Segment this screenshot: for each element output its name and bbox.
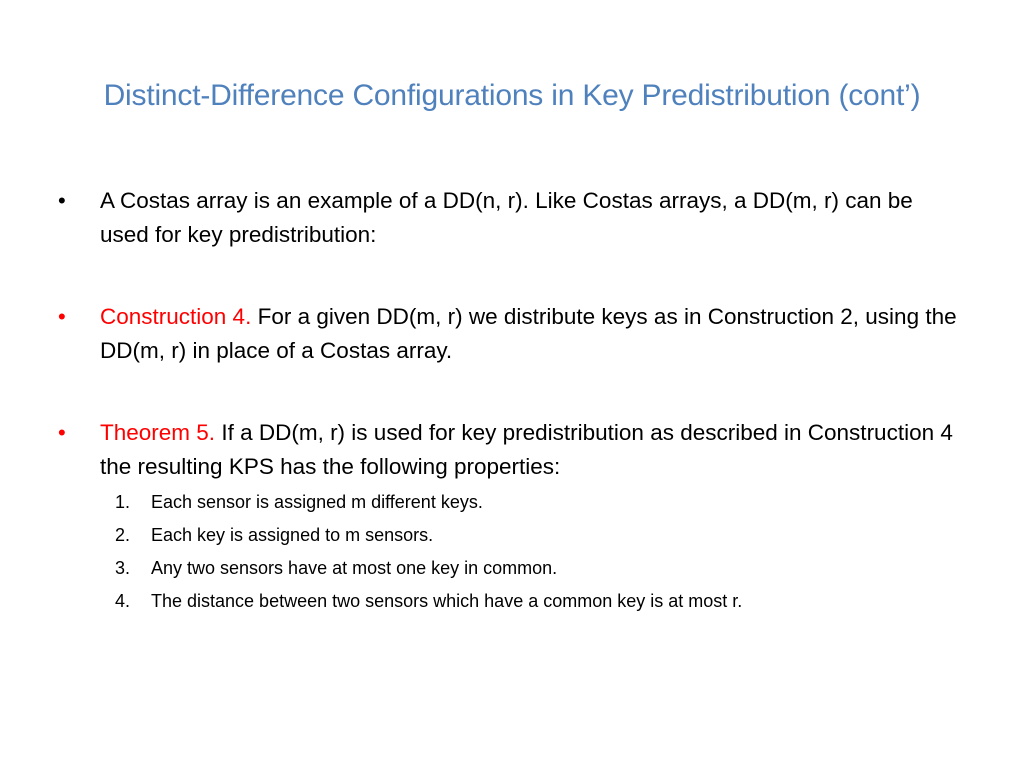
property-number: 2. [115, 525, 131, 545]
property-item [100, 486, 958, 519]
property-text: Each sensor is assigned m different keys. [151, 492, 483, 512]
property-item [100, 519, 958, 552]
properties-list [100, 486, 958, 618]
bullet-item-construction-4 [58, 300, 958, 368]
construction-label: Construction 4. [100, 304, 252, 329]
property-text: Any two sensors have at most one key in common. [151, 558, 558, 578]
property-number: 1. [115, 492, 131, 512]
bullet-text: If a DD(m, r) is used for key predistribution as described in Construction 4 the resulting KPS has the following properties: [100, 420, 953, 479]
property-item [100, 552, 958, 585]
theorem-label: Theorem 5. [100, 420, 216, 445]
property-number: 3. [115, 558, 131, 578]
bullet-text: A Costas array is an example of a DD(n, r). Like Costas arrays, a DD(m, r) can be used for key predistribution: [100, 188, 913, 247]
bullet-item-theorem-5 [58, 416, 958, 618]
bullet-text: For a given DD(m, r) we distribute keys as in Construction 2, using the DD(m, r) in place of a Costas array. [100, 304, 957, 363]
property-item [100, 585, 958, 618]
bullet-marker: • [58, 304, 66, 329]
bullet-marker: • [58, 188, 66, 213]
slide-title: Distinct-Difference Configurations in Key Predistribution (cont’) [103, 79, 921, 112]
property-number: 4. [115, 591, 131, 611]
property-text: The distance between two sensors which have a common key is at most r. [151, 591, 743, 611]
bullet-item-costas [58, 184, 958, 252]
bullet-list [58, 184, 958, 618]
bullet-marker: • [58, 420, 66, 445]
property-text: Each key is assigned to m sensors. [151, 525, 434, 545]
